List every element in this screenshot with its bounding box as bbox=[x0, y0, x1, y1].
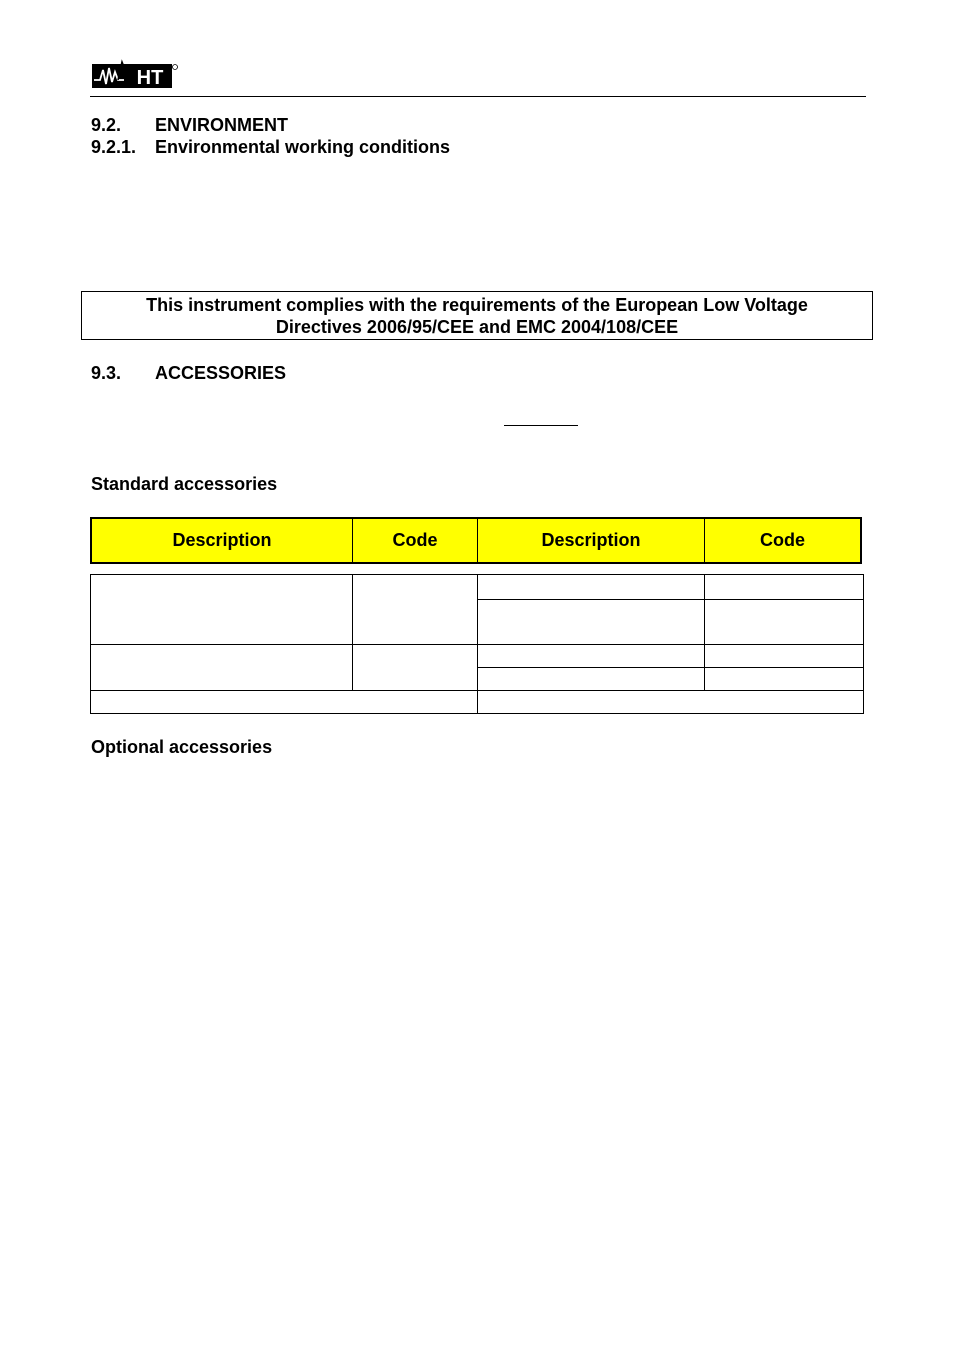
column-header-code: Code bbox=[760, 530, 805, 550]
table-cell bbox=[90, 690, 478, 714]
table-cell bbox=[704, 667, 864, 691]
table-cell bbox=[477, 690, 864, 714]
table-cell bbox=[704, 599, 864, 645]
standard-accessories-heading: Standard accessories bbox=[91, 474, 278, 494]
table-cell bbox=[90, 644, 353, 691]
optional-accessories-heading: Optional accessories bbox=[91, 737, 273, 757]
heading-title: ENVIRONMENT bbox=[155, 115, 289, 135]
heading-number: 9.3. bbox=[91, 363, 122, 383]
notice-line-1: This instrument complies with the requirements of the European Low Voltage bbox=[146, 294, 808, 315]
heading-title: ACCESSORIES bbox=[155, 363, 287, 383]
column-header-description: Description bbox=[92, 519, 353, 562]
table-cell bbox=[477, 644, 705, 668]
notice-line-2: Directives 2006/95/CEE and EMC 2004/108/CEE bbox=[275, 316, 679, 337]
heading-number: 9.2.1. bbox=[91, 137, 137, 157]
table-cell bbox=[477, 574, 705, 600]
table-cell bbox=[477, 599, 705, 645]
table-cell bbox=[352, 644, 478, 691]
heading-title: Environmental working conditions bbox=[155, 137, 451, 157]
column-header-code: Code bbox=[353, 519, 478, 562]
table-cell bbox=[352, 574, 478, 645]
table-cell bbox=[704, 574, 864, 600]
heading-number: 9.2. bbox=[91, 115, 122, 135]
column-header-description: Description bbox=[478, 519, 705, 562]
logo-text: HT bbox=[136, 67, 164, 89]
table-cell bbox=[704, 644, 864, 668]
table-cell bbox=[477, 667, 705, 691]
table-cell bbox=[90, 574, 353, 645]
